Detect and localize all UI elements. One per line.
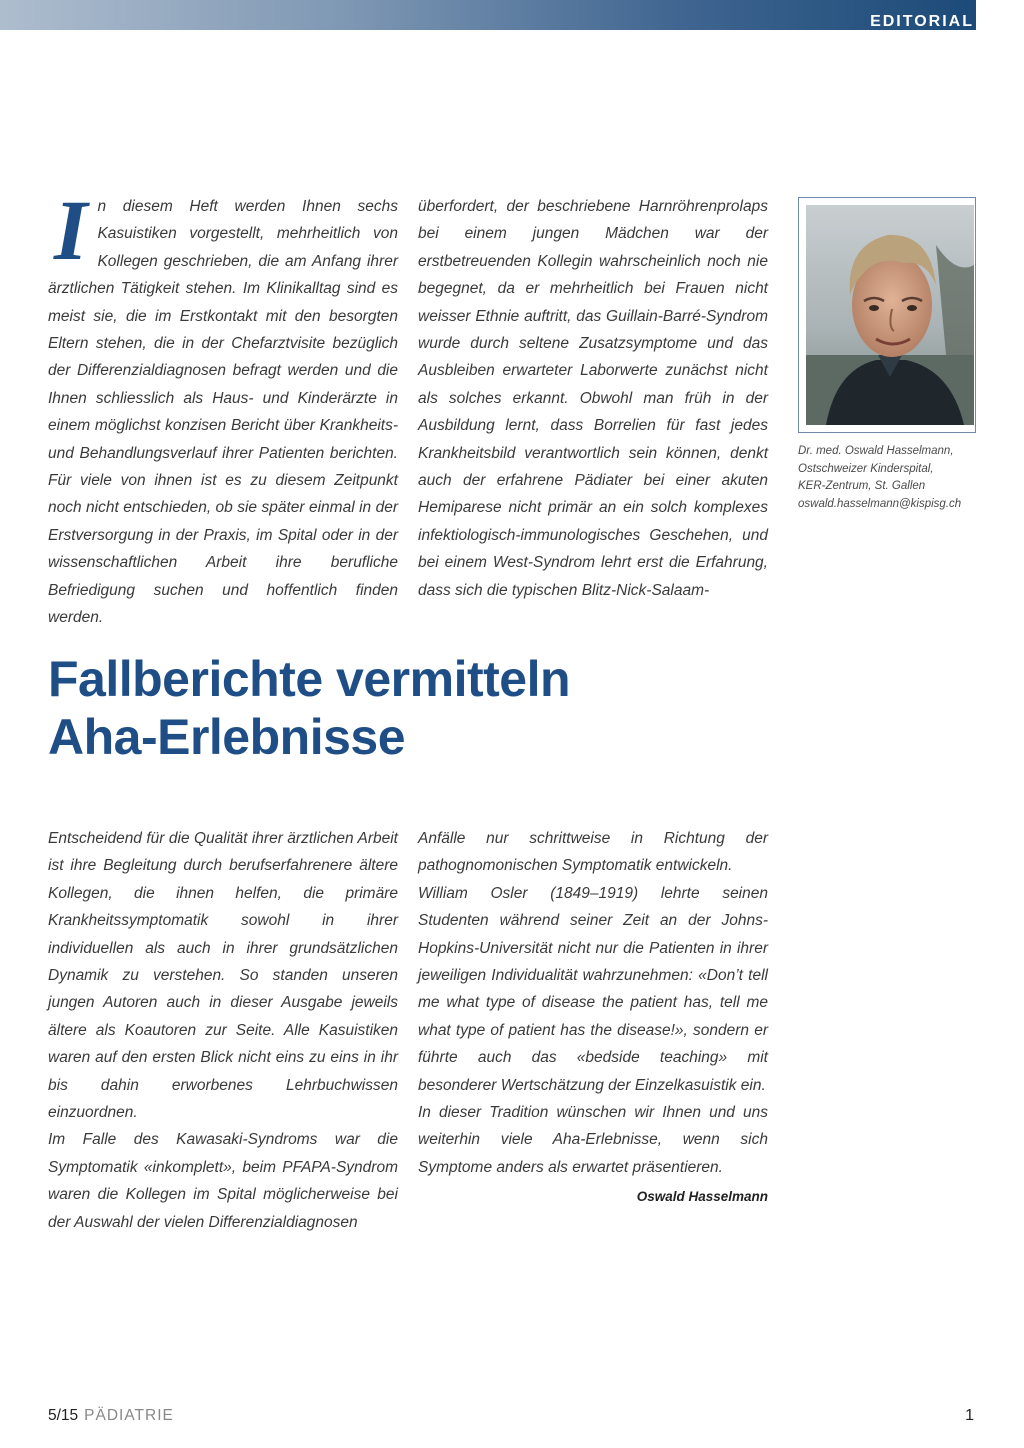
caption-line: Dr. med. Oswald Hasselmann, [798, 445, 954, 457]
paragraph: Entscheidend für die Qualität ihrer ärztlichen Arbeit ist ihre Begleitung durch berufserfahrenere ältere Kollegen, die ihnen helfen, die primäre Krankheitssymptomatik sowohl in ihrer individuellen als auch in ihrer grundsätzlichen Dynamik zu verstehen. So standen unseren jungen Autoren auch in dieser Ausgabe jeweils ältere als Koautoren zur Seite. Alle Kasuistiken waren auf den ersten Blick nicht eins zu eins in ihr bis dahin erworbenes Lehrbuchwissen einzuordnen. [48, 830, 398, 1122]
intro-text-left: n diesem Heft werden Ihnen sechs Kasuistiken vorgestellt, mehrheitlich von Kollegen geschrieben, die am Anfang ihrer ärztlichen Tätigkeit stehen. Im Klinikalltag sind es meist sie, die im Erstkontakt mit den besorgten Eltern stehen, die in der Chefarztvisite bezüglich der Differenzialdiagnosen befragt werden und die Ihnen schliesslich als Haus- und Kinderärzte in einem möglichst konzisen Bericht über Krankheits- und Behandlungsverlauf ihrer Patienten berichten. Für viele von ihnen ist es zu diesem Zeitpunkt noch nicht entschieden, ob sie später einmal in der Erstversorgung in der Praxis, im Spital oder in der wissenschaftlichen Arbeit ihre berufliche Befriedigung suchen und hoffentlich finden werden. [48, 198, 398, 627]
caption-email: oswald.hasselmann@kispisg.ch [798, 497, 962, 510]
caption-line: KER-Zentrum, St. Gallen [798, 480, 926, 492]
body-column-left [48, 825, 398, 1236]
drop-cap: I [54, 182, 88, 278]
paragraph: Anfälle nur schrittweise in Richtung der pathognomonischen Symptomatik entwickeln. [418, 830, 768, 875]
magazine-name: PÄDIATRIE [84, 1407, 174, 1424]
paragraph: William Osler (1849–1919) lehrte seinen Studenten während seiner Zeit an der Johns-Hopkins-Universität nicht nur die Patienten in ihrer jeweiligen Individualität wahrzunehmen: «Don’t tell me what type of disease the patient has, tell me what type of patient has the disease!», sondern er führte auch das «bedside teaching» mit besonderer Wertschätzung der Einzelkasuistik ein. [418, 884, 768, 1094]
intro-column-left [48, 182, 398, 632]
caption-line: Ostschweizer Kinderspital, [798, 462, 934, 475]
body-column-right [418, 825, 768, 1211]
issue-number: 5/15 [48, 1407, 79, 1424]
paragraph: In dieser Tradition wünschen wir Ihnen und uns weiterhin viele Aha-Erlebnisse, wenn sich Symptome anders als erwartet präsentieren. [418, 1104, 768, 1176]
intro-text-right: überfordert, der beschriebene Harnröhrenprolaps bei einem jungen Mädchen war der erstbetreuenden Kollegin wahrscheinlich noch nie begegnet, da er mehrheitlich bei Frauen nicht weisser Ethnie auftritt, das Guillain-Barré-Syndrom wurde durch seltene Zusatzsymptome und das Ausbleiben erwarteter Laborwerte zunächst nicht als solches erkannt. Obwohl man früh in der Ausbildung lernt, dass Borrelien für fast jedes Krankheitsbild verantwortlich sein können, denkt auch der erfahrene Pädiater bei einer akuten Hemiparese nicht primär an ein solch komplexes infektiologisch-immunologisches Geschehen, und bei einem West-Syndrom lehrt erst die Erfahrung, dass sich die typischen Blitz-Nick-Salaam- [418, 198, 768, 599]
photo-caption [798, 443, 976, 513]
section-label: EDITORIAL [870, 13, 974, 30]
paragraph: Im Falle des Kawasaki-Syndroms war die Symptomatik «inkomplett», beim PFAPA-Syndrom waren die Kollegen im Spital möglicherweise bei der Auswahl der vielen Differenzialdiagnosen [48, 1131, 398, 1231]
author-photo [806, 205, 974, 425]
article-title [48, 650, 768, 766]
author-signature: Oswald Hasselmann [636, 1189, 768, 1205]
author-photo-frame [798, 197, 976, 433]
page-number: 1 [965, 1407, 974, 1424]
title-line-2: Aha-Erlebnisse [48, 709, 406, 765]
footer-issue [48, 1407, 174, 1425]
header-bar [0, 0, 976, 30]
intro-column-right [418, 193, 768, 604]
title-line-1: Fallberichte vermitteln [48, 651, 570, 707]
